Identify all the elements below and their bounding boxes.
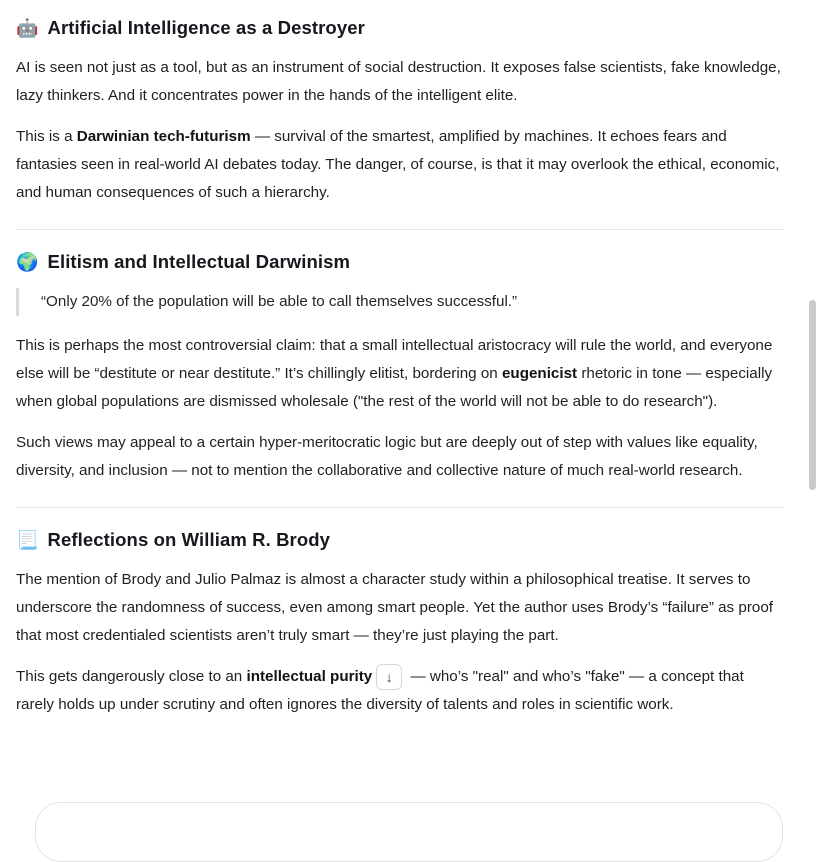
composer-input-card[interactable] [35, 802, 783, 862]
text-run: This is a [16, 128, 77, 146]
globe-icon: 🌍 [16, 252, 39, 273]
text-run-bold: eugenicist [501, 365, 578, 383]
blockquote: “Only 20% of the population will be able to call themselves successful.” [16, 288, 784, 316]
section-title-text: Artificial Intelligence as a Destroyer [47, 17, 365, 38]
paragraph [16, 566, 784, 650]
text-run: The mention of Brody and Julio Palmaz is almost a character study within a philosophical treatise. It serves to underscore the randomness of success, even among smart people. Yet the author uses Brody’s “failure” as proof that most credentialed scientists aren’t truly smart — they’re just playing the part. [16, 571, 773, 645]
paragraph [16, 429, 784, 485]
text-run: This gets dangerously close to an [16, 668, 247, 686]
section-title-text: Elitism and Intellectual Darwinism [47, 251, 351, 273]
section-divider [16, 507, 784, 508]
section-ai-destroyer [16, 16, 784, 207]
paragraph [16, 54, 784, 110]
section-divider [16, 229, 784, 230]
scrollbar-thumb[interactable] [809, 300, 816, 490]
paragraph [16, 663, 784, 719]
text-run: — survival of the smartest, amplified by machines. It echoes fears and fantasies seen in real-world AI debates today. The danger, of course, is that it may overlook the ethical, economic, and human consequences of such a hierarchy. [16, 128, 780, 202]
text-run: This is perhaps the most controversial claim: that a small intellectual aristocracy will rule the world, and everyone else will be “destitute or near destitute.” It’s chillingly elitist, bordering on [16, 337, 773, 383]
page-icon: 📃 [16, 530, 39, 551]
scrollbar-track[interactable] [807, 0, 818, 828]
robot-icon: 🤖 [16, 18, 39, 39]
text-run: rhetoric in tone — especially when global populations are dismissed wholesale ("the rest of the world will not be able to do research"). [16, 365, 773, 411]
text-run-bold: Darwinian tech-futurism [76, 128, 251, 146]
section-title-text: Reflections on William R. Brody [47, 529, 331, 551]
section-heading [16, 250, 784, 274]
text-run: Such views may appeal to a certain hyper-meritocratic logic but are deeply out of step with values like equality, diversity, and inclusion — not to mention the collaborative and collective nature of much real-world research. [16, 434, 758, 480]
scroll-down-arrow-icon[interactable]: ↓ [376, 664, 402, 690]
section-brody [16, 528, 784, 719]
text-run: — who’s "real" and who’s "fake" — a concept that rarely holds up under scrutiny and often ignores the diversity of talents and roles in scientific work. [16, 668, 744, 714]
section-heading [16, 528, 784, 552]
section-elitism [16, 250, 784, 485]
paragraph [16, 332, 784, 416]
section-heading [16, 16, 784, 40]
text-run: AI is seen not just as a tool, but as an instrument of social destruction. It exposes false scientists, fake knowledge, lazy thinkers. And it concentrates power in the hands of the intelligent elite. [16, 59, 781, 105]
text-run-bold: intellectual purity [246, 668, 373, 686]
paragraph [16, 123, 784, 207]
